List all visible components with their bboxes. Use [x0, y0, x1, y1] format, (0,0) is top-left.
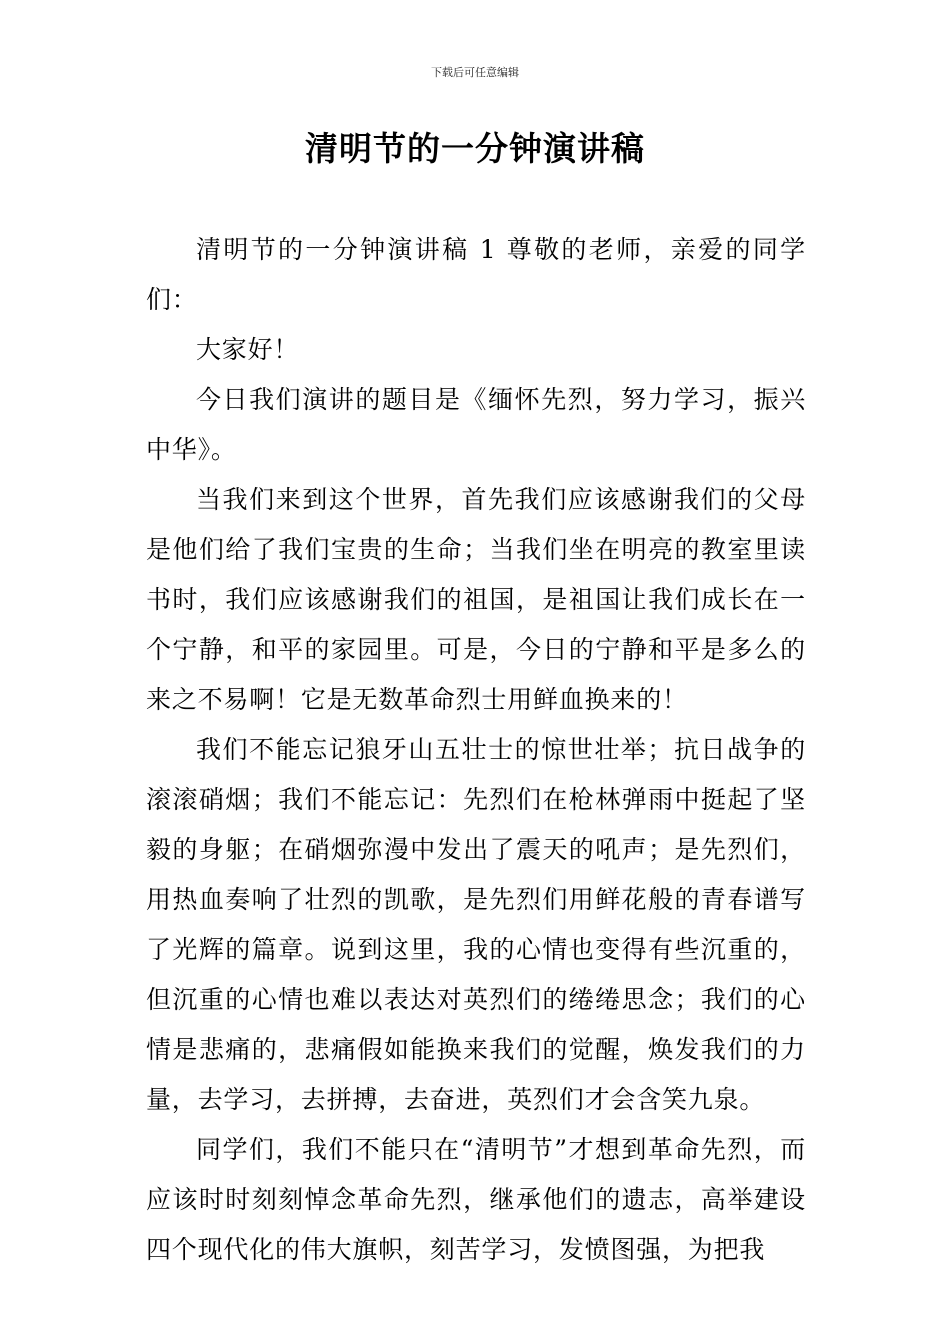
- paragraph-martyrs: 我们不能忘记狼牙山五壮士的惊世壮举；抗日战争的滚滚硝烟；我们不能忘记：先烈们在枪林弹雨中挺起了坚毅的身躯；在硝烟弥漫中发出了震天的吼声；是先烈们，用热血奏响了壮烈的凯歌，是先烈们用鲜花般的青春谱写了光辉的篇章。说到这里，我的心情也变得有些沉重的，但沉重的心情也难以表达对英烈们的绻绻思念；我们的心情是悲痛的，悲痛假如能换来我们的觉醒，焕发我们的力量，去学习，去拼搏，去奋进，英烈们才会含笑九泉。: [146, 735, 806, 1114]
- page-header-note: 下载后可任意编辑: [431, 66, 519, 79]
- document-title: 清明节的一分钟演讲稿: [305, 129, 645, 168]
- document-body: [146, 225, 806, 1275]
- paragraph-call-to-action: 同学们，我们不能只在“清明节”才想到革命先烈，而应该时时刻刻悼念革命先烈，继承他们的遗志，高举建设四个现代化的伟大旗帜，刻苦学习，发愤图强，为把我: [146, 1135, 806, 1264]
- paragraph-salutation: 清明节的一分钟演讲稿 1 尊敬的老师，亲爱的同学们：: [146, 235, 806, 314]
- paragraph-gratitude: 当我们来到这个世界，首先我们应该感谢我们的父母是他们给了我们宝贵的生命；当我们坐在明亮的教室里读书时，我们应该感谢我们的祖国，是祖国让我们成长在一个宁静，和平的家园里。可是，今日的宁静和平是多么的来之不易啊！它是无数革命烈士用鲜血换来的！: [146, 485, 806, 714]
- paragraph-greeting: 大家好！: [196, 335, 300, 364]
- paragraph-topic: 今日我们演讲的题目是《缅怀先烈，努力学习，振兴中华》。: [146, 385, 806, 464]
